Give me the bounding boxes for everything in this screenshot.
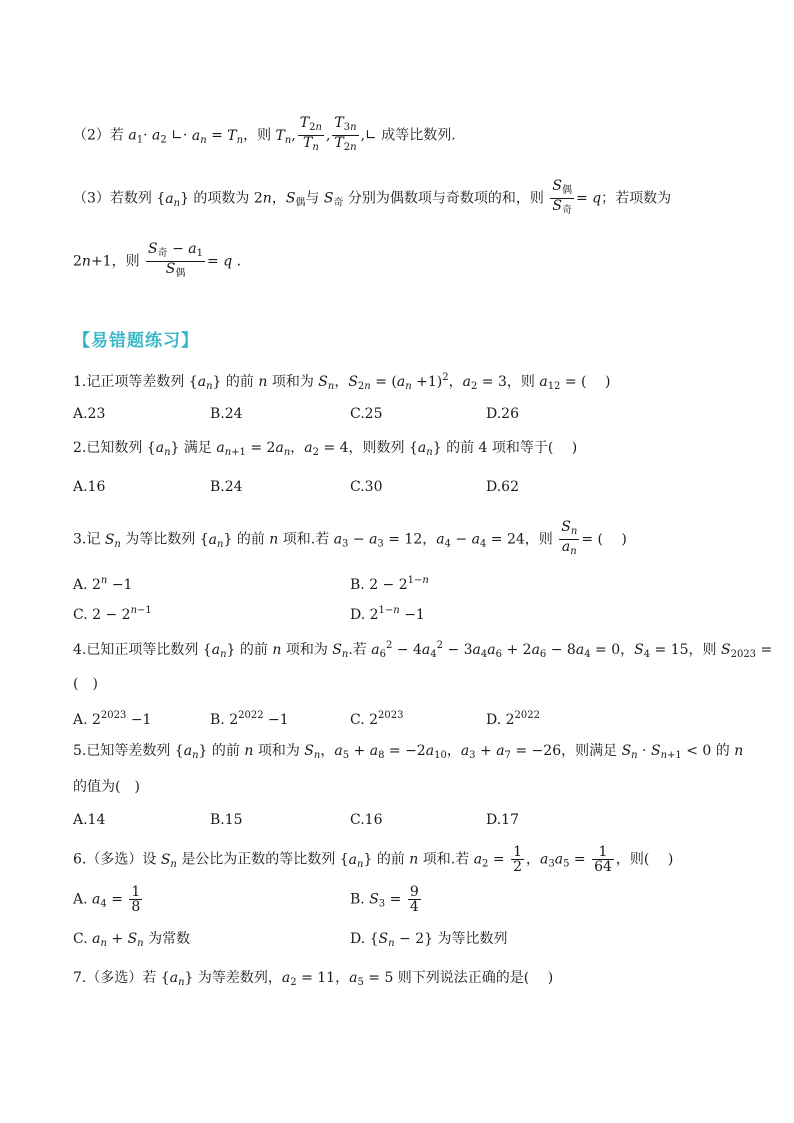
- question-1-options: [73, 403, 753, 425]
- q5-option-c[interactable]: C.16: [350, 812, 383, 828]
- q1-option-d[interactable]: D.26: [486, 406, 519, 422]
- q4-option-d[interactable]: D. $2^{2022}$: [486, 710, 540, 728]
- q3-option-d[interactable]: D. $2^{1-n} -1$: [350, 605, 425, 623]
- q5-option-d[interactable]: D.17: [486, 812, 519, 828]
- question-6-options-row1: [73, 884, 753, 915]
- q6-option-d[interactable]: D. $\{S_n - 2\}$ 为等比数列: [350, 931, 508, 949]
- q5-option-b[interactable]: B.15: [210, 812, 243, 828]
- question-3-options-row2: [73, 600, 753, 622]
- q4-option-c[interactable]: C. $2^{2023}$: [350, 710, 404, 728]
- question-4-line2: ( ): [73, 676, 98, 692]
- question-5-line2: 的值为( ): [73, 779, 140, 795]
- q6-option-c[interactable]: C. $a_n + S_n$ 为常数: [73, 931, 191, 949]
- q1-option-c[interactable]: C.25: [350, 406, 383, 422]
- property-3-line2: 2n+1，则 $\frac{S_奇 - a_1}{S_偶}$ = q .: [73, 241, 242, 279]
- question-6: 6.（多选）设 $S_n$ 是公比为正数的等比数列 $\{a_n\}$ 的前 n 项和.若 $a_2$ = $\frac{1}{2}$ ，$a_3a_5$ = $\frac{1}{64}$ ，则( ): [73, 844, 674, 875]
- question-5-options: [73, 809, 753, 831]
- question-2-options: [73, 476, 753, 498]
- question-3-options-row1: [73, 570, 753, 592]
- q1-option-b[interactable]: B.24: [210, 406, 243, 422]
- q5-option-a[interactable]: A.14: [73, 812, 106, 828]
- q4-option-a[interactable]: A. $2^{2023} -1$: [73, 710, 152, 728]
- question-3: 3.记 $S_n$ 为等比数列 $\{a_n\}$ 的前 n 项和.若 $a_3 - a_3 = 12$，$a_4 - a_4 = 24$，则 $\frac{S_n}{a_n}$ = ( ): [73, 519, 627, 557]
- q6-option-a[interactable]: A. $a_4$ = $\frac{1}{8}$: [73, 884, 141, 915]
- q3-option-c[interactable]: C. $2 - 2^{n-1}$: [73, 605, 152, 623]
- section-heading: 【易错题练习】: [73, 331, 199, 351]
- question-1: 1.记正项等差数列 $\{a_n\}$ 的前 n 项和为 $S_n$，$S_{2n} = (a_n +1)^2$，$a_2 = 3$，则 $a_{12}$ = ( ): [73, 372, 611, 392]
- q2-option-d[interactable]: D.62: [486, 479, 519, 495]
- q4-option-b[interactable]: B. $2^{2022} -1$: [210, 710, 289, 728]
- question-5-line1: 5.已知等差数列 $\{a_n\}$ 的前 n 项和为 $S_n$，$a_5 + a_8 = -2a_{10}$，$a_3 + a_7 = -26$，则满足 $S_n \cdot S_{n+1} < 0$ 的 n: [73, 743, 744, 761]
- question-2: 2.已知数列 $\{a_n\}$ 满足 $a_{n+1} = 2a_n$，$a_2 = 4$，则数列 $\{a_n\}$ 的前 4 项和等于( ): [73, 440, 578, 458]
- q3-option-b[interactable]: B. $2 - 2^{1-n}$: [350, 575, 429, 593]
- question-4-options: [73, 705, 753, 727]
- property-3-line1: （3）若数列 $\{a_n\}$ 的项数为 2n，$S_偶$与 $S_奇$ 分别为偶数项与奇数项的和，则 $\frac{S_偶}{S_奇}$ = q；若项数为: [73, 178, 672, 216]
- property-2: （2）若 $a_1\cdot a_2$ ∟· $a_n = T_n$，则 $T_n$, $\frac{T_{2n}}{T_n}$ , $\frac{T_{3n}}{T_{2n}}$ ,∟ 成等比数列.: [73, 115, 456, 153]
- question-6-options-row2: [73, 928, 753, 950]
- q2-option-a[interactable]: A.16: [73, 479, 106, 495]
- q3-option-a[interactable]: A. $2^n -1$: [73, 575, 133, 593]
- q1-option-a[interactable]: A.23: [73, 406, 106, 422]
- q2-option-c[interactable]: C.30: [350, 479, 383, 495]
- q2-option-b[interactable]: B.24: [210, 479, 243, 495]
- q6-option-b[interactable]: B. $S_3$ = $\frac{9}{4}$: [350, 884, 419, 915]
- question-7: 7.（多选）若 $\{a_n\}$ 为等差数列，$a_2 = 11$，$a_5 = 5$ 则下列说法正确的是( ): [73, 970, 554, 988]
- question-4-line1: 4.已知正项等比数列 $\{a_n\}$ 的前 n 项和为 $S_n$.若 $a_6^2 - 4a_4^2 - 3a_4a_6 + 2a_6 - 8a_4 = 0$，$S_4 = 15$，则 $S_{2023}$ =: [73, 640, 773, 660]
